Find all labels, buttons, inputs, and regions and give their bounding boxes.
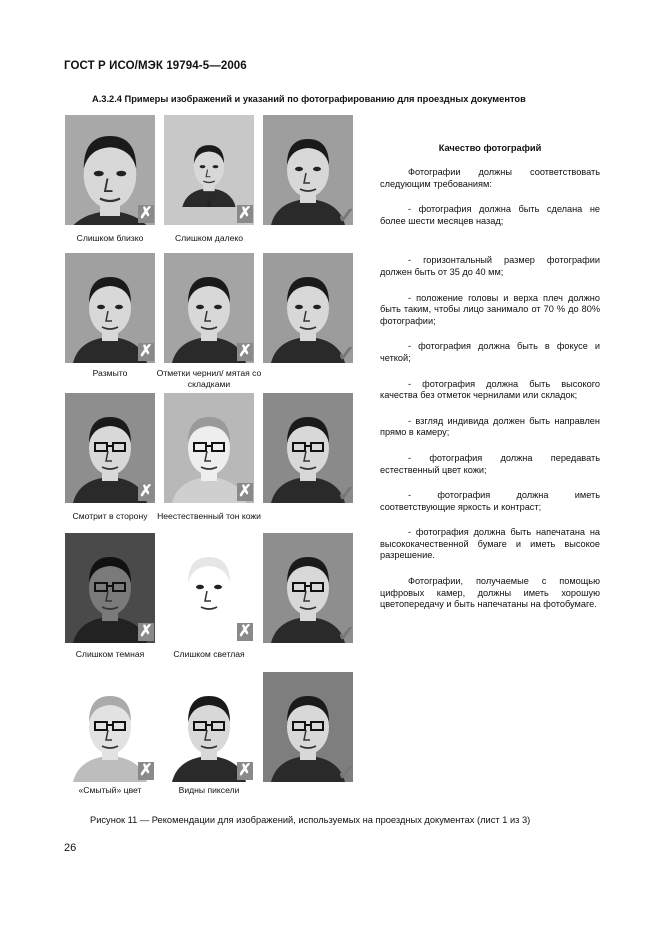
reject-cross-icon: ✗	[139, 483, 153, 500]
quality-paragraph: - фотография должна быть сделана не более шести месяцев назад;	[380, 204, 600, 226]
reject-cross-icon: ✗	[139, 343, 153, 360]
reject-cross-icon: ✗	[238, 205, 252, 222]
photo-caption: Неестественный тон кожи	[157, 511, 261, 521]
accept-check-icon: ✓	[337, 760, 356, 785]
reject-cross-icon: ✗	[238, 483, 252, 500]
example-photo	[164, 253, 254, 363]
quality-paragraph: - фотография должна передавать естественный цвет кожи;	[380, 452, 600, 475]
quality-section	[380, 138, 600, 623]
photo-caption: Размыто	[92, 368, 128, 378]
reject-cross-icon: ✗	[238, 762, 252, 779]
example-photo	[263, 253, 356, 366]
quality-paragraph: Фотографии должны соответствовать следующим требованиям:	[380, 167, 600, 189]
reject-cross-icon: ✗	[238, 343, 252, 360]
photo-caption: Отметки чернил/ мятая со складками	[156, 368, 262, 389]
example-photo	[164, 393, 254, 503]
example-photo	[65, 672, 155, 782]
document-header: ГОСТ Р ИСО/МЭК 19794-5—2006	[64, 60, 247, 72]
reject-cross-icon: ✗	[139, 762, 153, 779]
reject-cross-icon: ✗	[139, 205, 153, 222]
page-number: 26	[64, 842, 77, 854]
example-photo	[263, 393, 356, 506]
accept-check-icon: ✓	[337, 481, 356, 506]
example-photo	[164, 672, 254, 782]
example-photo	[164, 533, 254, 643]
photo-caption: Слишком близко	[76, 233, 144, 243]
photo-caption: Слишком далеко	[174, 233, 244, 243]
quality-paragraph: - взгляд индивида должен быть направлен прямо в камеру;	[380, 415, 600, 438]
reject-cross-icon: ✗	[238, 623, 252, 640]
quality-title: Качество фотографий	[438, 143, 542, 153]
reject-cross-icon: ✗	[139, 623, 153, 640]
quality-paragraph: - фотография должна быть напечатана на высококачественной бумаге и иметь высокое разрешение.	[380, 527, 600, 561]
quality-paragraph: - фотография должна иметь соответствующие яркость и контраст;	[380, 490, 600, 512]
figure-caption: Рисунок 11 — Рекомендации для изображений, используемых на проездных документах (лист 1 из 3)	[90, 815, 531, 825]
example-photo	[263, 672, 356, 785]
photo-caption: Видны пиксели	[178, 785, 240, 795]
example-photo	[164, 115, 254, 225]
photo-caption: Слишком темная	[75, 649, 145, 659]
accept-check-icon: ✓	[337, 621, 356, 646]
example-photo	[65, 533, 155, 643]
quality-paragraph: - горизонтальный размер фотографии должен быть от 35 до 40 мм;	[380, 255, 600, 277]
quality-paragraph: Фотографии, получаемые с помощью цифровых камер, должны иметь хорошую цветопередачу и быть напечатаны на фотобумаге.	[380, 576, 600, 610]
example-photo	[263, 115, 356, 228]
accept-check-icon: ✓	[337, 341, 356, 366]
example-photo	[263, 533, 356, 646]
quality-paragraph: - фотография должна быть высокого качества без отметок чернилами или складок;	[380, 378, 600, 401]
photo-caption: «Смытый» цвет	[78, 785, 142, 795]
section-subtitle: А.3.2.4 Примеры изображений и указаний по фотографированию для проездных документов	[92, 94, 526, 104]
example-photo	[65, 253, 155, 363]
photo-caption: Слишком светлая	[173, 649, 245, 659]
accept-check-icon: ✓	[337, 203, 356, 228]
photo-caption: Смотрит в сторону	[72, 511, 148, 521]
example-photo	[65, 115, 155, 225]
quality-paragraph: - фотография должна быть в фокусе и четкой;	[380, 341, 600, 363]
quality-paragraph: - положение головы и верха плеч должно быть таким, чтобы лицо занимало от 70 % до 80% фотографии;	[380, 292, 600, 326]
example-photo	[65, 393, 155, 503]
